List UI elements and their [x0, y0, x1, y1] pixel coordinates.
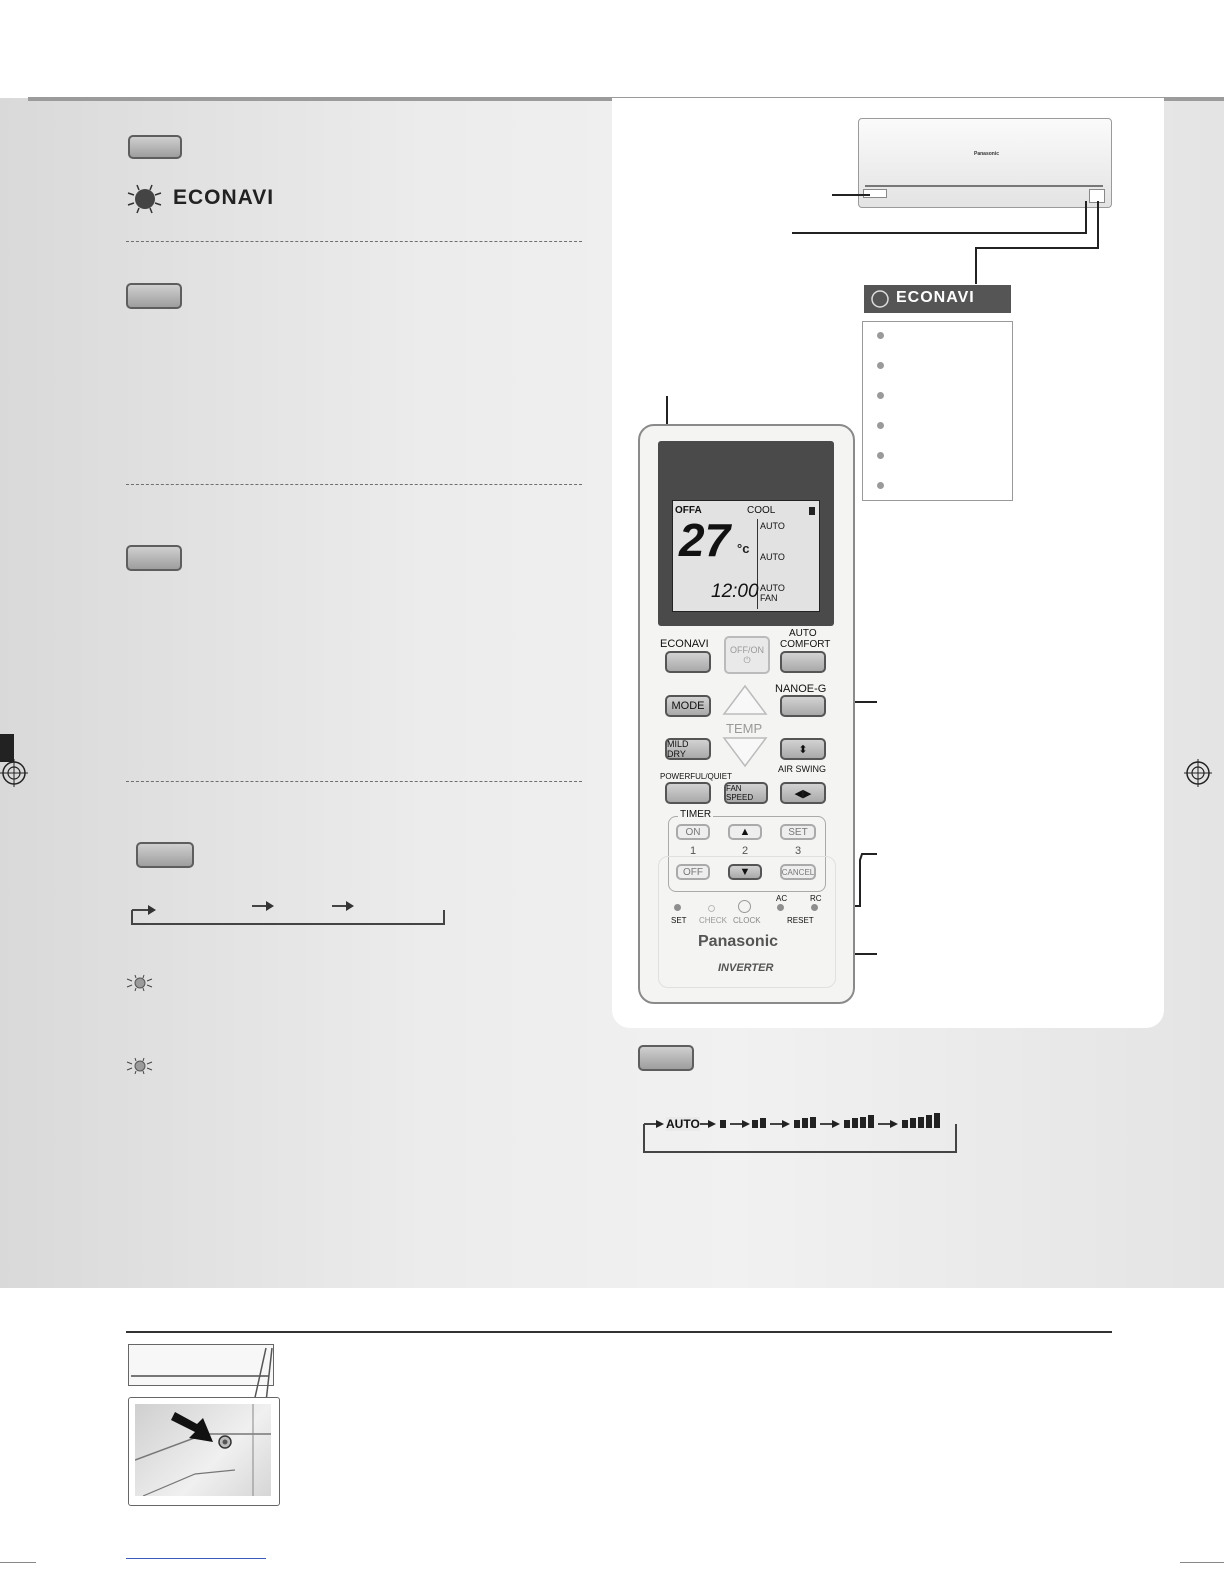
- list-bullet-icon: [877, 422, 884, 429]
- section-divider: [126, 241, 582, 242]
- power-icon: ⏻: [743, 654, 751, 665]
- timer-num-2: 2: [742, 845, 749, 857]
- timer-down-button[interactable]: [728, 864, 762, 880]
- footer-link-rule: [126, 1558, 266, 1559]
- timer-off-label: OFF: [683, 866, 703, 878]
- crop-mark: [0, 1562, 36, 1563]
- powerful-lamp-icon: [126, 974, 154, 992]
- bottom-section-rule: [126, 1331, 1112, 1333]
- indoor-unit-brand: Panasonic: [974, 151, 1000, 157]
- timer-set-button[interactable]: [780, 824, 816, 840]
- ac-reset-hole[interactable]: [777, 904, 784, 911]
- fan-speed-button-key: [638, 1045, 694, 1071]
- registration-mark-icon: [1182, 758, 1214, 788]
- closeup-image: [135, 1404, 271, 1496]
- list-bullet-icon: [877, 332, 884, 339]
- triangle-down-icon: ▼: [739, 866, 751, 878]
- lcd-temperature: 27: [679, 514, 731, 566]
- fan-speed-button[interactable]: [724, 782, 768, 804]
- horizontal-arrows-icon: ◀▶: [794, 787, 812, 800]
- econavi-circle-icon: [870, 289, 890, 309]
- econavi-button[interactable]: [665, 651, 711, 673]
- nanoe-button-key: [126, 545, 182, 571]
- fan-speed-label: FAN SPEED: [726, 784, 754, 802]
- lcd-auto-3: AUTO: [760, 583, 785, 593]
- powerful-quiet-button-key: [136, 842, 194, 868]
- registration-mark-icon: [0, 758, 30, 788]
- econavi-logo-text: ECONAVI: [173, 186, 275, 209]
- timer-on-label: ON: [685, 826, 701, 838]
- timer-up-button[interactable]: [728, 824, 762, 840]
- lcd-clock: 12:00: [711, 581, 759, 602]
- econavi-button-key: [128, 135, 182, 159]
- clock-label: CLOCK: [733, 916, 761, 925]
- remote-brand-logo: Panasonic: [698, 933, 779, 950]
- air-swing-label: AIR SWING: [778, 764, 827, 774]
- lcd-offa: OFFA: [675, 505, 702, 516]
- set-label: SET: [671, 916, 687, 925]
- fan-auto-label: AUTO: [666, 1117, 700, 1131]
- check-label: CHECK: [699, 916, 728, 925]
- remote-control: [638, 424, 855, 1004]
- rc-label: RC: [810, 894, 822, 903]
- vertical-airswing-button[interactable]: [780, 738, 826, 760]
- econavi-info-list: [862, 321, 1013, 501]
- timer-cancel-label: CANCEL: [781, 867, 815, 877]
- powerful-quiet-label: POWERFUL/QUIET: [660, 772, 733, 781]
- autocomfort-button-key: [126, 283, 182, 309]
- check-hole[interactable]: [708, 905, 715, 912]
- list-bullet-icon: [877, 482, 884, 489]
- lcd-auto-1: AUTO: [760, 521, 785, 531]
- horizontal-airswing-button[interactable]: [780, 782, 826, 804]
- clock-button[interactable]: [738, 900, 751, 913]
- rc-reset-hole[interactable]: [811, 904, 818, 911]
- set-hole[interactable]: [674, 904, 681, 911]
- lcd-fan: FAN: [760, 593, 778, 603]
- timer-cancel-button[interactable]: [780, 864, 816, 880]
- mild-dry-label: MILD DRY: [667, 739, 689, 759]
- nanoe-g-button[interactable]: [780, 695, 826, 717]
- timer-num-3: 3: [795, 845, 802, 857]
- inverter-logo: INVERTER: [718, 962, 774, 974]
- auto-comfort-label-1: AUTO: [789, 628, 817, 639]
- temp-label: TEMP: [726, 721, 763, 736]
- closeup-arrow-icon: [135, 1404, 271, 1496]
- timer-on-button[interactable]: [676, 824, 710, 840]
- nanoe-label: NANOE-G: [775, 683, 827, 695]
- mode-button[interactable]: [665, 695, 711, 717]
- econavi-header: [864, 285, 1011, 313]
- list-bullet-icon: [877, 392, 884, 399]
- econavi-header-label: ECONAVI: [896, 289, 975, 306]
- econavi-btn-label: ECONAVI: [660, 638, 709, 650]
- off-on-button[interactable]: [724, 636, 770, 674]
- lcd-signal-icon: [809, 507, 815, 515]
- lcd-mode: COOL: [747, 505, 776, 516]
- section-divider: [126, 781, 582, 782]
- remote-lcd: [672, 500, 820, 612]
- lcd-unit: °c: [737, 541, 750, 556]
- section-divider: [126, 484, 582, 485]
- econavi-indicator: [125, 183, 305, 215]
- triangle-up-icon: ▲: [739, 826, 751, 838]
- zoom-callout-lines: [246, 1344, 276, 1404]
- lcd-auto-2: AUTO: [760, 552, 785, 562]
- timer-num-1: 1: [690, 845, 697, 857]
- list-bullet-icon: [877, 452, 884, 459]
- mode-button-label: MODE: [671, 700, 705, 712]
- timer-label: TIMER: [680, 809, 712, 820]
- list-bullet-icon: [877, 362, 884, 369]
- timer-off-button[interactable]: [676, 864, 710, 880]
- auto-comfort-button[interactable]: [780, 651, 826, 673]
- vertical-arrows-icon: ⬍: [798, 743, 808, 756]
- mild-dry-button[interactable]: [665, 738, 711, 760]
- ac-label: AC: [776, 894, 788, 903]
- off-on-label: OFF/ON: [730, 644, 764, 655]
- crop-mark: [1180, 1562, 1224, 1563]
- powerful-quiet-button[interactable]: [665, 782, 711, 804]
- auto-comfort-label-2: COMFORT: [780, 639, 831, 650]
- timer-set-label: SET: [788, 826, 808, 838]
- fan-speed-cycle-diagram: [642, 1112, 960, 1156]
- reset-label: RESET: [787, 916, 814, 925]
- reset-button-closeup: [128, 1397, 280, 1506]
- quiet-lamp-icon: [126, 1057, 154, 1075]
- powerful-quiet-cycle-diagram: [126, 898, 450, 930]
